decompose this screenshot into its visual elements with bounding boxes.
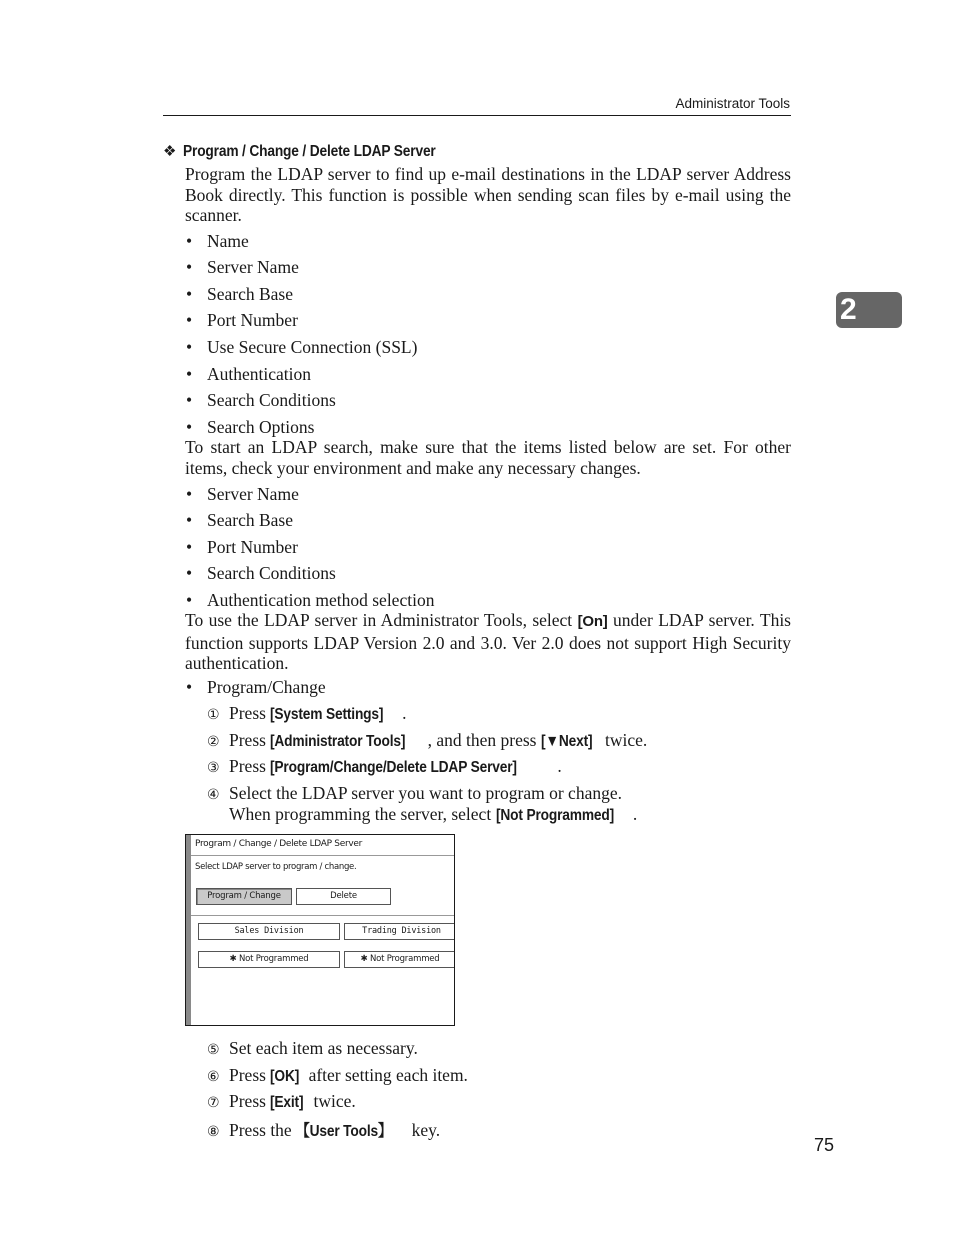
list-item: • Search Base [186, 284, 294, 304]
divider [191, 855, 455, 856]
step-6: ⑥ Press [OK] after setting each item. [207, 1065, 468, 1085]
delete-button[interactable]: Delete [296, 888, 391, 905]
server-not-programmed-button[interactable]: ✱ Not Programmed [198, 951, 340, 968]
screen-left-bar [186, 835, 191, 1025]
server-trading-division-button[interactable]: Trading Division [344, 923, 455, 940]
chapter-tab: 2 [836, 292, 902, 328]
usage-note: To use the LDAP server in Administrator Tools, select [On] under LDAP server. This function supports LDAP Version 2.0 and 3.0. Ver 2.0 does not support High Security authentication. [185, 610, 791, 673]
list-item: • Search Base [186, 510, 294, 530]
procedure-label: • Program/Change [186, 677, 326, 697]
key-on: [On] [577, 613, 608, 630]
step-8: ⑧ Press the 【User Tools】 key. [207, 1120, 441, 1140]
step-5: ⑤ Set each item as necessary. [207, 1038, 418, 1058]
step-7: ⑦ Press [Exit] twice. [207, 1091, 356, 1111]
server-sales-division-button[interactable]: Sales Division [198, 923, 340, 940]
section-heading [163, 142, 477, 161]
step-1: ① Press [System Settings] . [207, 703, 407, 723]
screen-instruction: Select LDAP server to program / change. [195, 862, 357, 872]
server-not-programmed-button[interactable]: ✱ Not Programmed [344, 951, 455, 968]
step-number: ② [207, 734, 220, 750]
divider [191, 915, 455, 916]
step-4: ④ Select the LDAP server you want to program or change. When programming the server, select [Not Programmed] . [207, 783, 638, 824]
step-number: ⑦ [207, 1095, 220, 1111]
step-3: ③ Press [Program/Change/Delete LDAP Server] . [207, 756, 562, 776]
step-number: ⑤ [207, 1042, 220, 1058]
star-icon: ✱ [360, 954, 368, 964]
key-exit: [Exit] [270, 1094, 304, 1111]
list-item: • Authentication method selection [186, 590, 435, 610]
list-item: • Port Number [186, 537, 298, 557]
list-item: • Port Number [186, 310, 298, 330]
step-number: ⑥ [207, 1069, 220, 1085]
step-number: ① [207, 707, 220, 723]
header-rule [163, 115, 791, 116]
step-number: ③ [207, 760, 220, 776]
key-ok: [OK] [270, 1068, 300, 1085]
key-user-tools: 【User Tools】 [296, 1123, 392, 1140]
step-number: ④ [207, 787, 220, 803]
ldap-search-note: To start an LDAP search, make sure that the items listed below are set. For other items, check your environment and make any necessary changes. [185, 437, 791, 478]
key-next: [▼Next] [540, 733, 593, 750]
diamond-bullet-icon: ❖ [163, 144, 177, 160]
list-item: • Use Secure Connection (SSL) [186, 337, 418, 357]
list-item: • Name [186, 231, 249, 251]
screen-title: Program / Change / Delete LDAP Server [195, 839, 363, 849]
key-administrator-tools: [Administrator Tools] [270, 733, 406, 750]
step-2: ② Press [Administrator Tools] , and then press [▼Next] twice. [207, 730, 648, 750]
list-item: • Authentication [186, 364, 312, 384]
key-system-settings: [System Settings] [270, 706, 384, 723]
list-item: • Search Options [186, 417, 315, 437]
list-item: • Search Conditions [186, 563, 336, 583]
list-item: • Server Name [186, 257, 299, 277]
ldap-server-screen-image [185, 834, 455, 1026]
list-item: • Server Name [186, 484, 299, 504]
list-item: • Search Conditions [186, 390, 336, 410]
step-number: ⑧ [207, 1124, 220, 1140]
intro-paragraph: Program the LDAP server to find up e-mail destinations in the LDAP server Address Book directly. This function is possible when sending scan files by e-mail using the scanner. [185, 164, 791, 225]
program-change-button[interactable]: Program / Change [196, 888, 292, 905]
key-program-change-delete-ldap: [Program/Change/Delete LDAP Server] [270, 759, 518, 776]
star-icon: ✱ [229, 954, 237, 964]
running-header: Administrator Tools [675, 96, 790, 111]
page-number: 75 [813, 1135, 834, 1155]
key-not-programmed: [Not Programmed] [495, 807, 614, 824]
section-title: Program / Change / Delete LDAP Server [183, 143, 436, 160]
